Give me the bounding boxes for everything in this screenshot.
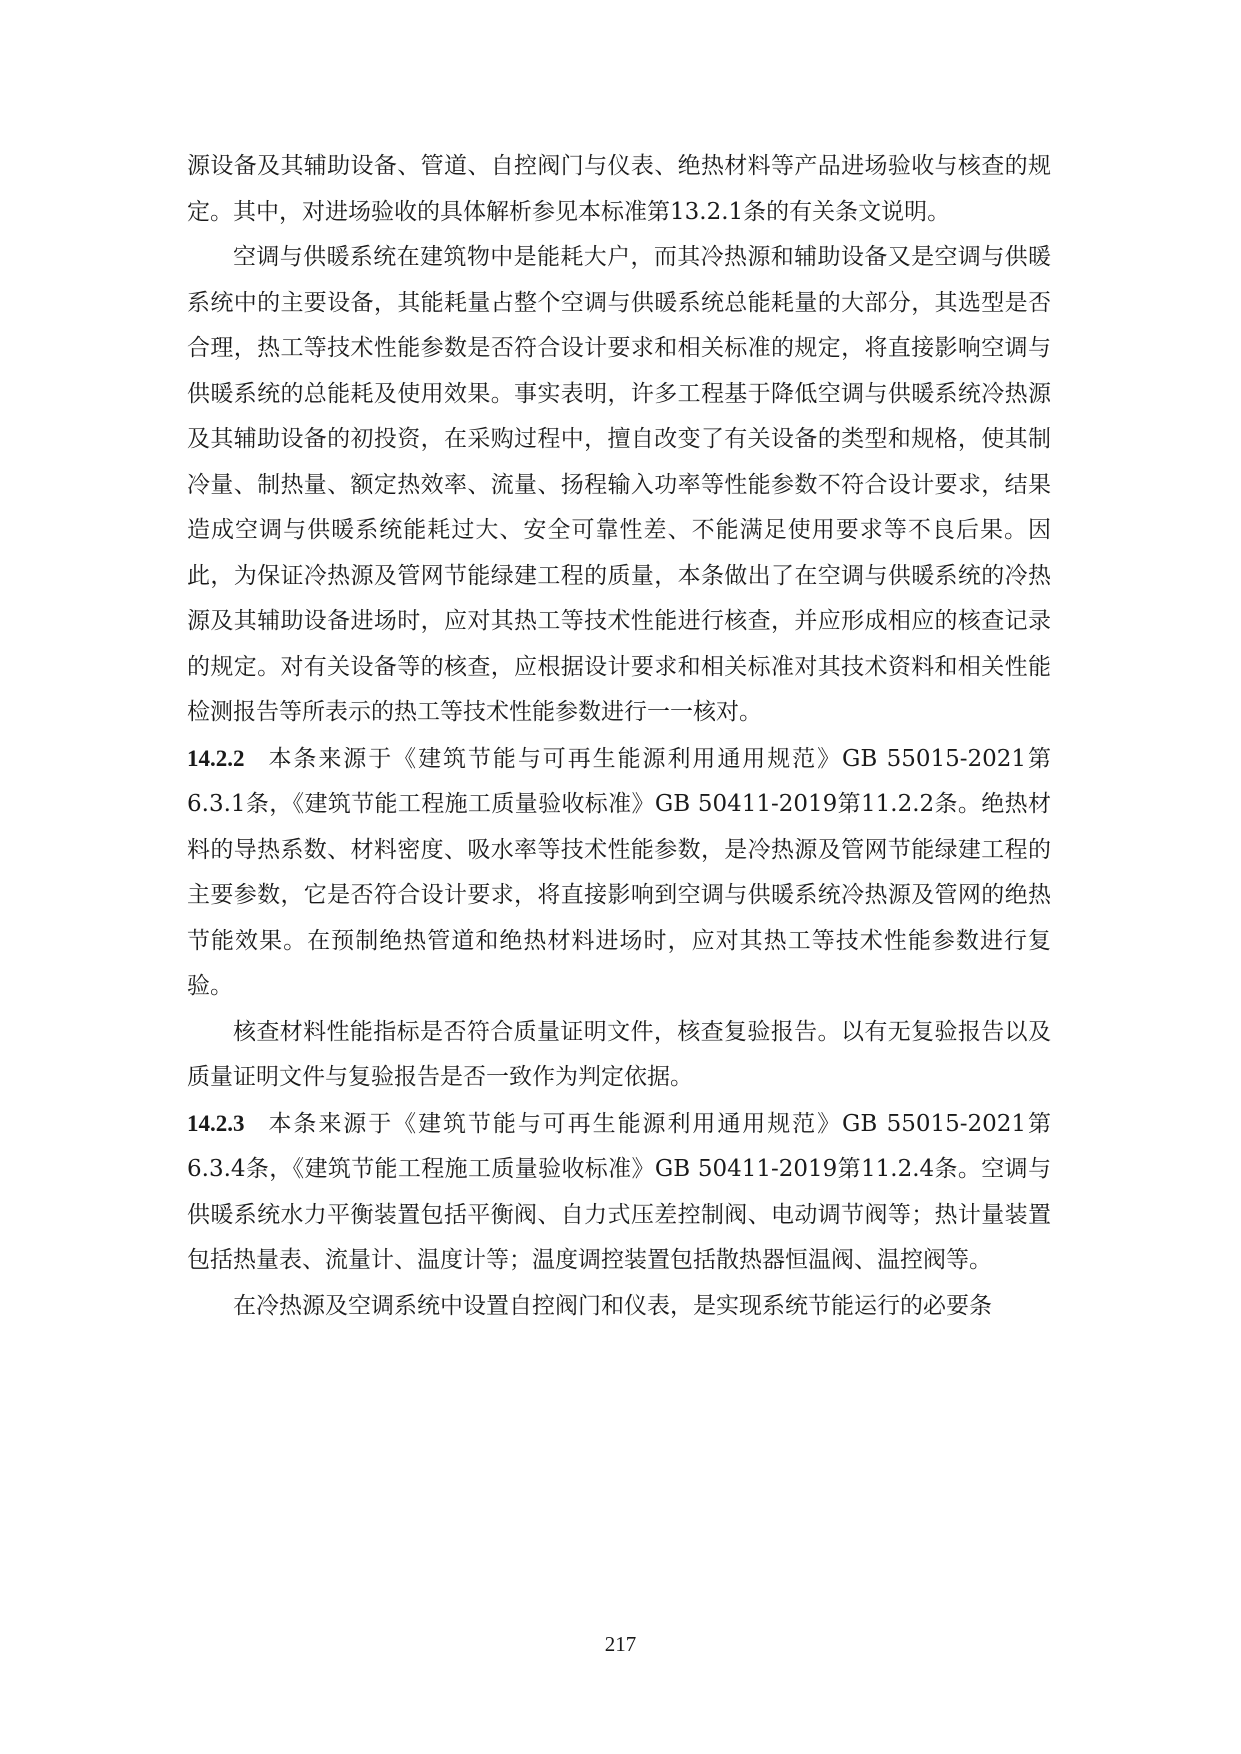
clause-number: 14.2.3 — [187, 1110, 245, 1136]
page-number: 217 — [604, 1632, 637, 1656]
paragraph-control-valves: 在冷热源及空调系统中设置自控阀门和仪表，是实现系统节能运行的必要条 — [233, 1292, 992, 1319]
document-body — [187, 144, 1051, 1329]
clause-14-2-2 — [187, 736, 1051, 1010]
paragraph-hvac-energy: 空调与供暖系统在建筑物中是能耗大户，而其冷热源和辅助设备又是空调与供暖系统中的主要设备，其能耗量占整个空调与供暖系统总能耗量的大部分，其选型是否合理，热工等技术性能参数是否符合设计要求和相关标准的规定，将直接影响空调与供暖系统的总能耗及使用效果。事实表明，许多工程基于降低空调与供暖系统冷热源及其辅助设备的初投资，在采购过程中，擅自改变了有关设备的类型和规格，使其制冷量、制热量、额定热效率、流量、扬程输入功率等性能参数不符合设计要求，结果造成空调与供暖系统能耗过大、安全可靠性差、不能满足使用要求等不良后果。因此，为保证冷热源及管网节能绿建工程的质量，本条做出了在空调与供暖系统的冷热源及其辅助设备进场时，应对其热工等技术性能进行核查，并应形成相应的核查记录的规定。对有关设备等的核查，应根据设计要求和相关标准对其技术资料和相关性能检测报告等所表示的热工等技术性能参数进行一一核对。 — [187, 244, 1051, 725]
clause-14-2-3 — [187, 1101, 1051, 1284]
paragraph-continued: 源设备及其辅助设备、管道、自控阀门与仪表、绝热材料等产品进场验收与核查的规定。其中，对进场验收的具体解析参见本标准第13.2.1条的有关条文说明。 — [187, 153, 1051, 225]
clause-text: 本条来源于《建筑节能与可再生能源利用通用规范》GB 55015-2021第6.3.4条，《建筑节能工程施工质量验收标准》GB 50411-2019第11.2.4条。空调与供暖系统水力平衡装置包括平衡阀、自力式压差控制阀、电动调节阀等；热计量装置包括热量表、流量计、温度计等；温度调控装置包括散热器恒温阀、温控阀等。 — [187, 1110, 1051, 1273]
paragraph-verification: 核查材料性能指标是否符合质量证明文件，核查复验报告。以有无复验报告以及质量证明文件与复验报告是否一致作为判定依据。 — [187, 1018, 1051, 1090]
clause-text: 本条来源于《建筑节能与可再生能源利用通用规范》GB 55015-2021第6.3.1条，《建筑节能工程施工质量验收标准》GB 50411-2019第11.2.2条。绝热材料的导热系数、材料密度、吸水率等技术性能参数，是冷热源及管网节能绿建工程的主要参数，它是否符合设计要求，将直接影响到空调与供暖系统冷热源及管网的绝热节能效果。在预制绝热管道和绝热材料进场时，应对其热工等技术性能参数进行复验。 — [187, 745, 1051, 999]
clause-number: 14.2.2 — [187, 745, 245, 771]
